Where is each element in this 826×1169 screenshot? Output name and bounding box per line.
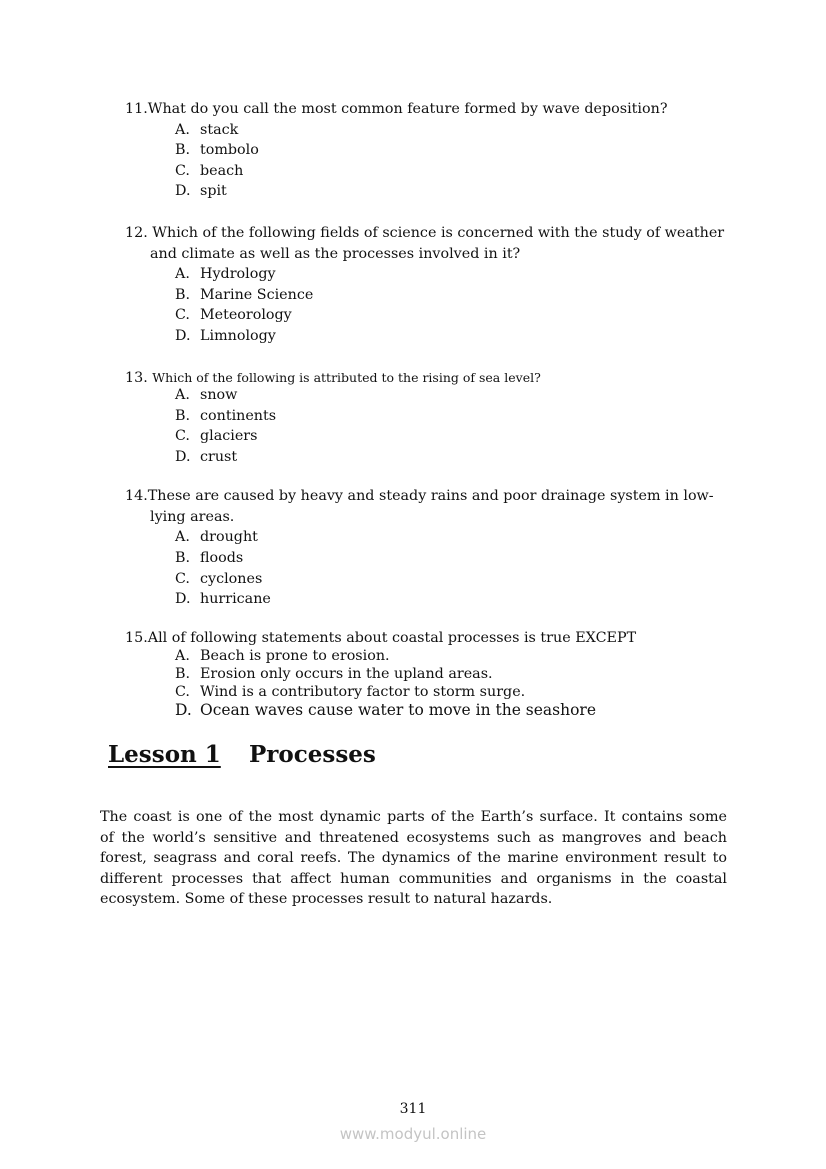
page-number: 311 <box>399 1101 427 1117</box>
option-text: stack <box>200 122 239 138</box>
question-text: These are caused by heavy and steady rains and poor drainage system in low- <box>147 488 714 504</box>
option <box>175 590 271 608</box>
question-text: All of following statements about coastal processes is true EXCEPT <box>147 630 637 646</box>
option-letter: C. <box>175 684 190 700</box>
question-number: 13. <box>125 370 148 386</box>
intro-paragraph <box>100 807 727 910</box>
option <box>175 549 243 567</box>
option-letter: D. <box>175 449 191 465</box>
option-letter: D. <box>175 591 191 607</box>
option <box>175 386 237 404</box>
paragraph-line: The coast is one of the most dynamic parts of the Earth’s surface. It contains some <box>100 809 727 825</box>
option-letter: A. <box>175 387 190 403</box>
option <box>175 407 276 425</box>
option-letter: B. <box>175 287 191 303</box>
watermark: www.modyul.online <box>339 1125 487 1143</box>
question-number: 15. <box>125 630 148 646</box>
option-text: drought <box>200 529 258 545</box>
option-letter: B. <box>175 666 191 682</box>
option <box>175 286 313 304</box>
option <box>175 182 227 200</box>
option-text: Hydrology <box>200 266 276 282</box>
option <box>175 162 243 180</box>
option <box>175 701 596 719</box>
option-letter: C. <box>175 571 190 587</box>
option <box>175 528 258 546</box>
paragraph-line: different processes that affect human communities and organisms in the coastal <box>100 870 727 887</box>
option-text: Wind is a contributory factor to storm surge. <box>200 684 526 700</box>
option-text: cyclones <box>200 571 263 587</box>
option-letter: C. <box>175 163 190 179</box>
option-text: beach <box>200 163 244 179</box>
option <box>175 570 262 588</box>
option-text: Meteorology <box>200 307 292 323</box>
option-text: spit <box>200 183 227 199</box>
option-text: continents <box>200 408 277 424</box>
lesson-heading <box>108 740 376 770</box>
question-text: Which of the following fields of science is concerned with the study of weather <box>152 225 725 241</box>
question-15 <box>125 629 636 647</box>
paragraph-line: ecosystem. Some of these processes result to natural hazards. <box>100 891 553 908</box>
option-letter: A. <box>175 266 190 282</box>
option <box>175 265 276 283</box>
question-number: 11. <box>125 101 148 117</box>
option <box>175 306 292 324</box>
option <box>175 141 259 159</box>
option-letter: C. <box>175 307 190 323</box>
lesson-number: Lesson 1 <box>108 741 221 768</box>
option <box>175 683 525 701</box>
option-text: Beach is prone to erosion. <box>200 648 390 664</box>
option-text: Marine Science <box>200 287 314 303</box>
option-text: tombolo <box>200 142 259 158</box>
question-11 <box>125 100 667 118</box>
question-13 <box>125 369 541 387</box>
paragraph-line: of the world’s sensitive and threatened ecosystems such as mangroves and beach <box>100 829 727 846</box>
option-letter: A. <box>175 648 190 664</box>
option-text: hurricane <box>200 591 271 607</box>
option <box>175 121 238 139</box>
option <box>175 448 237 466</box>
option-text: Erosion only occurs in the upland areas. <box>200 666 493 682</box>
lesson-title: Processes <box>249 741 376 768</box>
option-letter: B. <box>175 550 191 566</box>
option <box>175 327 276 345</box>
option-letter: D. <box>175 183 191 199</box>
option <box>175 427 257 445</box>
option-letter: B. <box>175 408 191 424</box>
question-text-continued: lying areas. <box>150 509 235 525</box>
option-text: snow <box>200 387 238 403</box>
option-text: Ocean waves cause water to move in the seashore <box>200 701 597 719</box>
question-12 <box>125 224 724 242</box>
option-text: Limnology <box>200 328 276 344</box>
question-14 <box>125 487 714 505</box>
question-number: 12. <box>125 225 148 241</box>
option-text: floods <box>200 550 244 566</box>
option-letter: D. <box>175 328 191 344</box>
question-text-continued: and climate as well as the processes involved in it? <box>150 246 521 262</box>
option-letter: B. <box>175 142 191 158</box>
option-letter: D. <box>175 701 192 719</box>
question-text: Which of the following is attributed to the rising of sea level? <box>152 370 541 385</box>
option-letter: A. <box>175 529 190 545</box>
option-text: glaciers <box>200 428 258 444</box>
option <box>175 665 493 683</box>
option-letter: C. <box>175 428 190 444</box>
question-number: 14. <box>125 488 148 504</box>
option-letter: A. <box>175 122 190 138</box>
option-text: crust <box>200 449 238 465</box>
question-text: What do you call the most common feature formed by wave deposition? <box>147 101 668 117</box>
option <box>175 647 390 665</box>
paragraph-line: forest, seagrass and coral reefs. The dynamics of the marine environment result to <box>100 850 727 867</box>
